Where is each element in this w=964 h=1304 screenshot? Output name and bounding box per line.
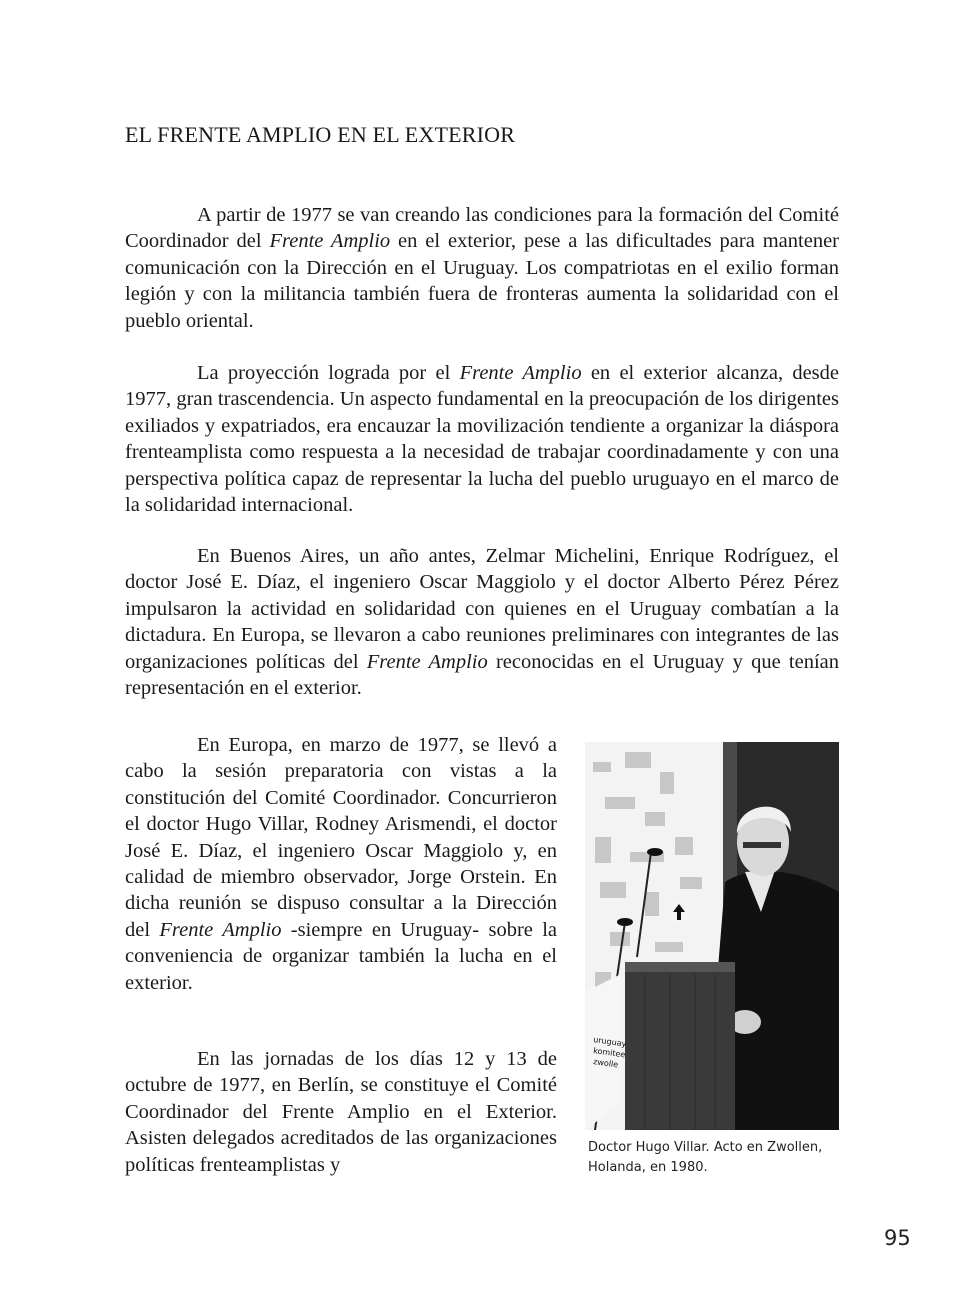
p1-text-b: en el exterior, pese a las dificultades para mantener comunicación con la Dirección en el Uruguay. Los compatriotas en el exilio forman legión y con la militancia también fuera de fronteras aumenta la solidaridad con el pueblo oriental. (125, 230, 839, 332)
paragraph-4 (125, 732, 557, 996)
p4-text-b: -siempre en Uruguay- sobre la conveniencia de organizar también la lucha en el exterior. (125, 918, 557, 994)
banner-line-1: uruguay (592, 1035, 627, 1049)
banner-line-2: komitee (592, 1046, 626, 1060)
section-heading: EL FRENTE AMPLIO EN EL EXTERIOR (125, 122, 516, 147)
paragraph-5 (125, 1046, 557, 1178)
p5-text-a: En las jornadas de los días 12 y 13 de octubre de 1977, en Berlín, se constituye el Comité Coordinador del Frente Amplio en el Exterior. Asisten delegados acreditados de las organizaciones políticas frenteamplistas y (125, 1048, 557, 1176)
p2-italic: Frente Amplio (459, 362, 582, 384)
p2-text-b: en el exterior alcanza, desde 1977, gran trascendencia. Un aspecto fundamental en la preocupación de los dirigentes exiliados y expatriados, era encauzar la movilización tendiente a organizar la diáspora frenteamplista como respuesta a la necesidad de trabajar coordinadamente y con una perspectiva política capaz de representar la lucha del pueblo uruguayo en el marco de la solidaridad internacional. (125, 362, 839, 517)
paragraph-3 (125, 543, 839, 701)
p4-italic: Frente Amplio (159, 918, 282, 941)
photo-illustration (585, 742, 839, 1130)
p1-italic: Frente Amplio (269, 230, 391, 253)
paragraph-1 (125, 202, 839, 334)
p2-text-a: La proyección lograda por el (197, 362, 460, 384)
page-number: 95 (884, 1226, 911, 1250)
paragraph-2 (125, 360, 839, 518)
banner-line-3: zwolle (592, 1057, 619, 1070)
p3-text-a: En Buenos Aires, un año antes, Zelmar Michelini, Enrique Rodríguez, el doctor José E. Díaz, el ingeniero Oscar Maggiolo y el doctor Alberto Pérez Pérez impulsaron la actividad en solidaridad con quienes en el Uruguay combatían a la dictadura. En Europa, se llevaron a cabo reuniones preliminares con integrantes de las organizaciones políticas del (125, 545, 839, 673)
p1-text-a: A partir de 1977 se van creando las condiciones para la formación del Comité Coordinador del (125, 204, 839, 253)
photo-hugo-villar (585, 742, 839, 1130)
photo-caption: Doctor Hugo Villar. Acto en Zwollen, Holanda, en 1980. (588, 1140, 823, 1175)
p3-italic: Frente Amplio (366, 650, 488, 673)
p3-text-b: reconocidas en el Uruguay y que tenían representación en el exterior. (125, 650, 839, 700)
p4-text-a: En Europa, en marzo de 1977, se llevó a cabo la sesión preparatoria con vistas a la constitución del Comité Coordinador. Concurrieron el doctor Hugo Villar, Rodney Arismendi, el doctor José E. Díaz, el ingeniero Oscar Maggiolo y, en calidad de miembro observador, Jorge Orstein. En dicha reunión se dispuso consultar a la Dirección del (125, 734, 557, 941)
